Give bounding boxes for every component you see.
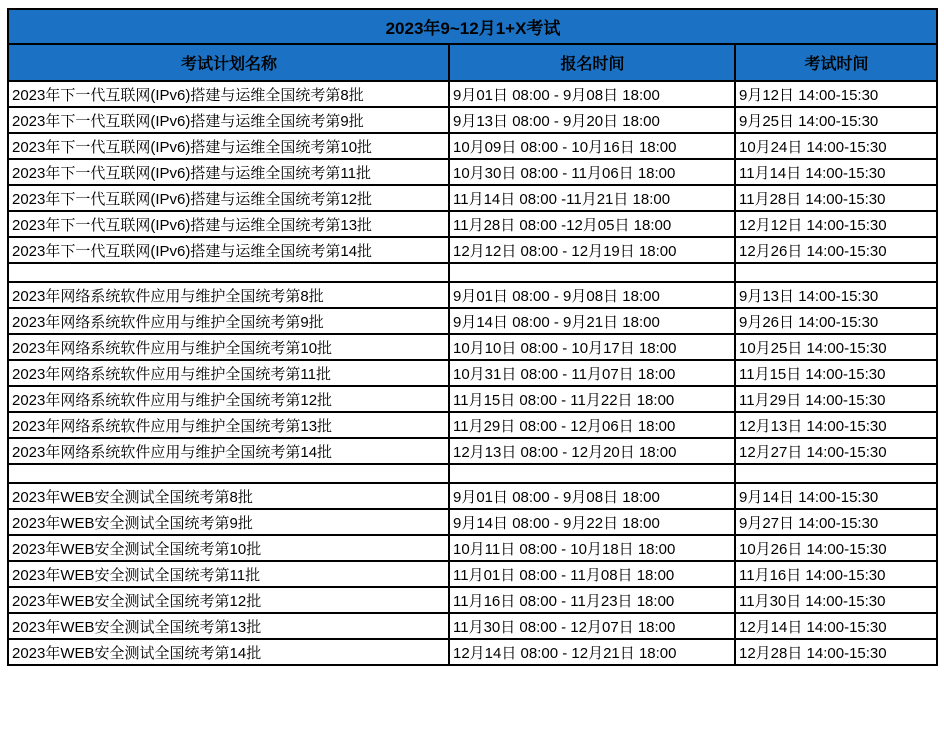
exam-time-cell: 12月28日 14:00-15:30 [735, 639, 937, 665]
table-row [8, 587, 937, 613]
exam-schedule-table [7, 8, 938, 666]
table-row [8, 334, 937, 360]
registration-time-cell: 9月14日 08:00 - 9月21日 18:00 [449, 308, 735, 334]
empty-cell [8, 263, 449, 282]
table-row [8, 412, 937, 438]
plan-name-cell: 2023年下一代互联网(IPv6)搭建与运维全国统考第13批 [8, 211, 449, 237]
table-title-row [8, 9, 937, 44]
plan-name-cell: 2023年下一代互联网(IPv6)搭建与运维全国统考第11批 [8, 159, 449, 185]
plan-name-cell: 2023年下一代互联网(IPv6)搭建与运维全国统考第14批 [8, 237, 449, 263]
plan-name-cell: 2023年网络系统软件应用与维护全国统考第10批 [8, 334, 449, 360]
spacer-row [8, 263, 937, 282]
registration-time-cell: 12月13日 08:00 - 12月20日 18:00 [449, 438, 735, 464]
table-row [8, 211, 937, 237]
exam-time-cell: 11月14日 14:00-15:30 [735, 159, 937, 185]
exam-time-cell: 9月27日 14:00-15:30 [735, 509, 937, 535]
plan-name-cell: 2023年网络系统软件应用与维护全国统考第14批 [8, 438, 449, 464]
column-header-row [8, 44, 937, 81]
exam-time-cell: 10月25日 14:00-15:30 [735, 334, 937, 360]
plan-name-cell: 2023年网络系统软件应用与维护全国统考第8批 [8, 282, 449, 308]
table-row [8, 133, 937, 159]
exam-time-cell: 12月14日 14:00-15:30 [735, 613, 937, 639]
plan-name-cell: 2023年网络系统软件应用与维护全国统考第13批 [8, 412, 449, 438]
plan-name-cell: 2023年WEB安全测试全国统考第10批 [8, 535, 449, 561]
registration-time-cell: 11月16日 08:00 - 11月23日 18:00 [449, 587, 735, 613]
table-row [8, 639, 937, 665]
table-row [8, 509, 937, 535]
registration-time-cell: 10月09日 08:00 - 10月16日 18:00 [449, 133, 735, 159]
registration-time-cell: 11月01日 08:00 - 11月08日 18:00 [449, 561, 735, 587]
table-title: 2023年9~12月1+X考试 [8, 9, 937, 44]
registration-time-cell: 9月01日 08:00 - 9月08日 18:00 [449, 81, 735, 107]
col-header-exam-time: 考试时间 [735, 44, 937, 81]
registration-time-cell: 9月01日 08:00 - 9月08日 18:00 [449, 483, 735, 509]
plan-name-cell: 2023年WEB安全测试全国统考第12批 [8, 587, 449, 613]
table-row [8, 107, 937, 133]
registration-time-cell: 11月28日 08:00 -12月05日 18:00 [449, 211, 735, 237]
plan-name-cell: 2023年网络系统软件应用与维护全国统考第9批 [8, 308, 449, 334]
registration-time-cell: 9月13日 08:00 - 9月20日 18:00 [449, 107, 735, 133]
exam-time-cell: 11月29日 14:00-15:30 [735, 386, 937, 412]
plan-name-cell: 2023年下一代互联网(IPv6)搭建与运维全国统考第10批 [8, 133, 449, 159]
col-header-plan-name: 考试计划名称 [8, 44, 449, 81]
table-row [8, 561, 937, 587]
registration-time-cell: 9月01日 08:00 - 9月08日 18:00 [449, 282, 735, 308]
exam-time-cell: 9月25日 14:00-15:30 [735, 107, 937, 133]
registration-time-cell: 11月14日 08:00 -11月21日 18:00 [449, 185, 735, 211]
table-row [8, 386, 937, 412]
table-row [8, 308, 937, 334]
exam-time-cell: 12月27日 14:00-15:30 [735, 438, 937, 464]
table-row [8, 360, 937, 386]
plan-name-cell: 2023年WEB安全测试全国统考第13批 [8, 613, 449, 639]
spacer-row [8, 464, 937, 483]
table-row [8, 159, 937, 185]
exam-time-cell: 9月13日 14:00-15:30 [735, 282, 937, 308]
exam-time-cell: 11月15日 14:00-15:30 [735, 360, 937, 386]
exam-time-cell: 9月14日 14:00-15:30 [735, 483, 937, 509]
table-row [8, 237, 937, 263]
registration-time-cell: 11月29日 08:00 - 12月06日 18:00 [449, 412, 735, 438]
registration-time-cell: 12月12日 08:00 - 12月19日 18:00 [449, 237, 735, 263]
col-header-registration-time: 报名时间 [449, 44, 735, 81]
empty-cell [735, 263, 937, 282]
registration-time-cell: 9月14日 08:00 - 9月22日 18:00 [449, 509, 735, 535]
empty-cell [8, 464, 449, 483]
table-row [8, 185, 937, 211]
plan-name-cell: 2023年WEB安全测试全国统考第14批 [8, 639, 449, 665]
registration-time-cell: 10月31日 08:00 - 11月07日 18:00 [449, 360, 735, 386]
registration-time-cell: 11月15日 08:00 - 11月22日 18:00 [449, 386, 735, 412]
table-row [8, 613, 937, 639]
plan-name-cell: 2023年下一代互联网(IPv6)搭建与运维全国统考第9批 [8, 107, 449, 133]
exam-time-cell: 12月13日 14:00-15:30 [735, 412, 937, 438]
table-row [8, 535, 937, 561]
empty-cell [449, 464, 735, 483]
exam-time-cell: 9月26日 14:00-15:30 [735, 308, 937, 334]
registration-time-cell: 10月11日 08:00 - 10月18日 18:00 [449, 535, 735, 561]
table-row [8, 438, 937, 464]
exam-time-cell: 11月28日 14:00-15:30 [735, 185, 937, 211]
exam-time-cell: 10月24日 14:00-15:30 [735, 133, 937, 159]
plan-name-cell: 2023年网络系统软件应用与维护全国统考第11批 [8, 360, 449, 386]
exam-time-cell: 10月26日 14:00-15:30 [735, 535, 937, 561]
plan-name-cell: 2023年WEB安全测试全国统考第8批 [8, 483, 449, 509]
plan-name-cell: 2023年WEB安全测试全国统考第11批 [8, 561, 449, 587]
exam-time-cell: 9月12日 14:00-15:30 [735, 81, 937, 107]
plan-name-cell: 2023年网络系统软件应用与维护全国统考第12批 [8, 386, 449, 412]
exam-time-cell: 11月30日 14:00-15:30 [735, 587, 937, 613]
plan-name-cell: 2023年WEB安全测试全国统考第9批 [8, 509, 449, 535]
registration-time-cell: 12月14日 08:00 - 12月21日 18:00 [449, 639, 735, 665]
registration-time-cell: 10月10日 08:00 - 10月17日 18:00 [449, 334, 735, 360]
empty-cell [449, 263, 735, 282]
table-row [8, 282, 937, 308]
empty-cell [735, 464, 937, 483]
exam-time-cell: 12月12日 14:00-15:30 [735, 211, 937, 237]
registration-time-cell: 11月30日 08:00 - 12月07日 18:00 [449, 613, 735, 639]
exam-time-cell: 11月16日 14:00-15:30 [735, 561, 937, 587]
registration-time-cell: 10月30日 08:00 - 11月06日 18:00 [449, 159, 735, 185]
table-row [8, 483, 937, 509]
table-row [8, 81, 937, 107]
exam-time-cell: 12月26日 14:00-15:30 [735, 237, 937, 263]
plan-name-cell: 2023年下一代互联网(IPv6)搭建与运维全国统考第8批 [8, 81, 449, 107]
plan-name-cell: 2023年下一代互联网(IPv6)搭建与运维全国统考第12批 [8, 185, 449, 211]
